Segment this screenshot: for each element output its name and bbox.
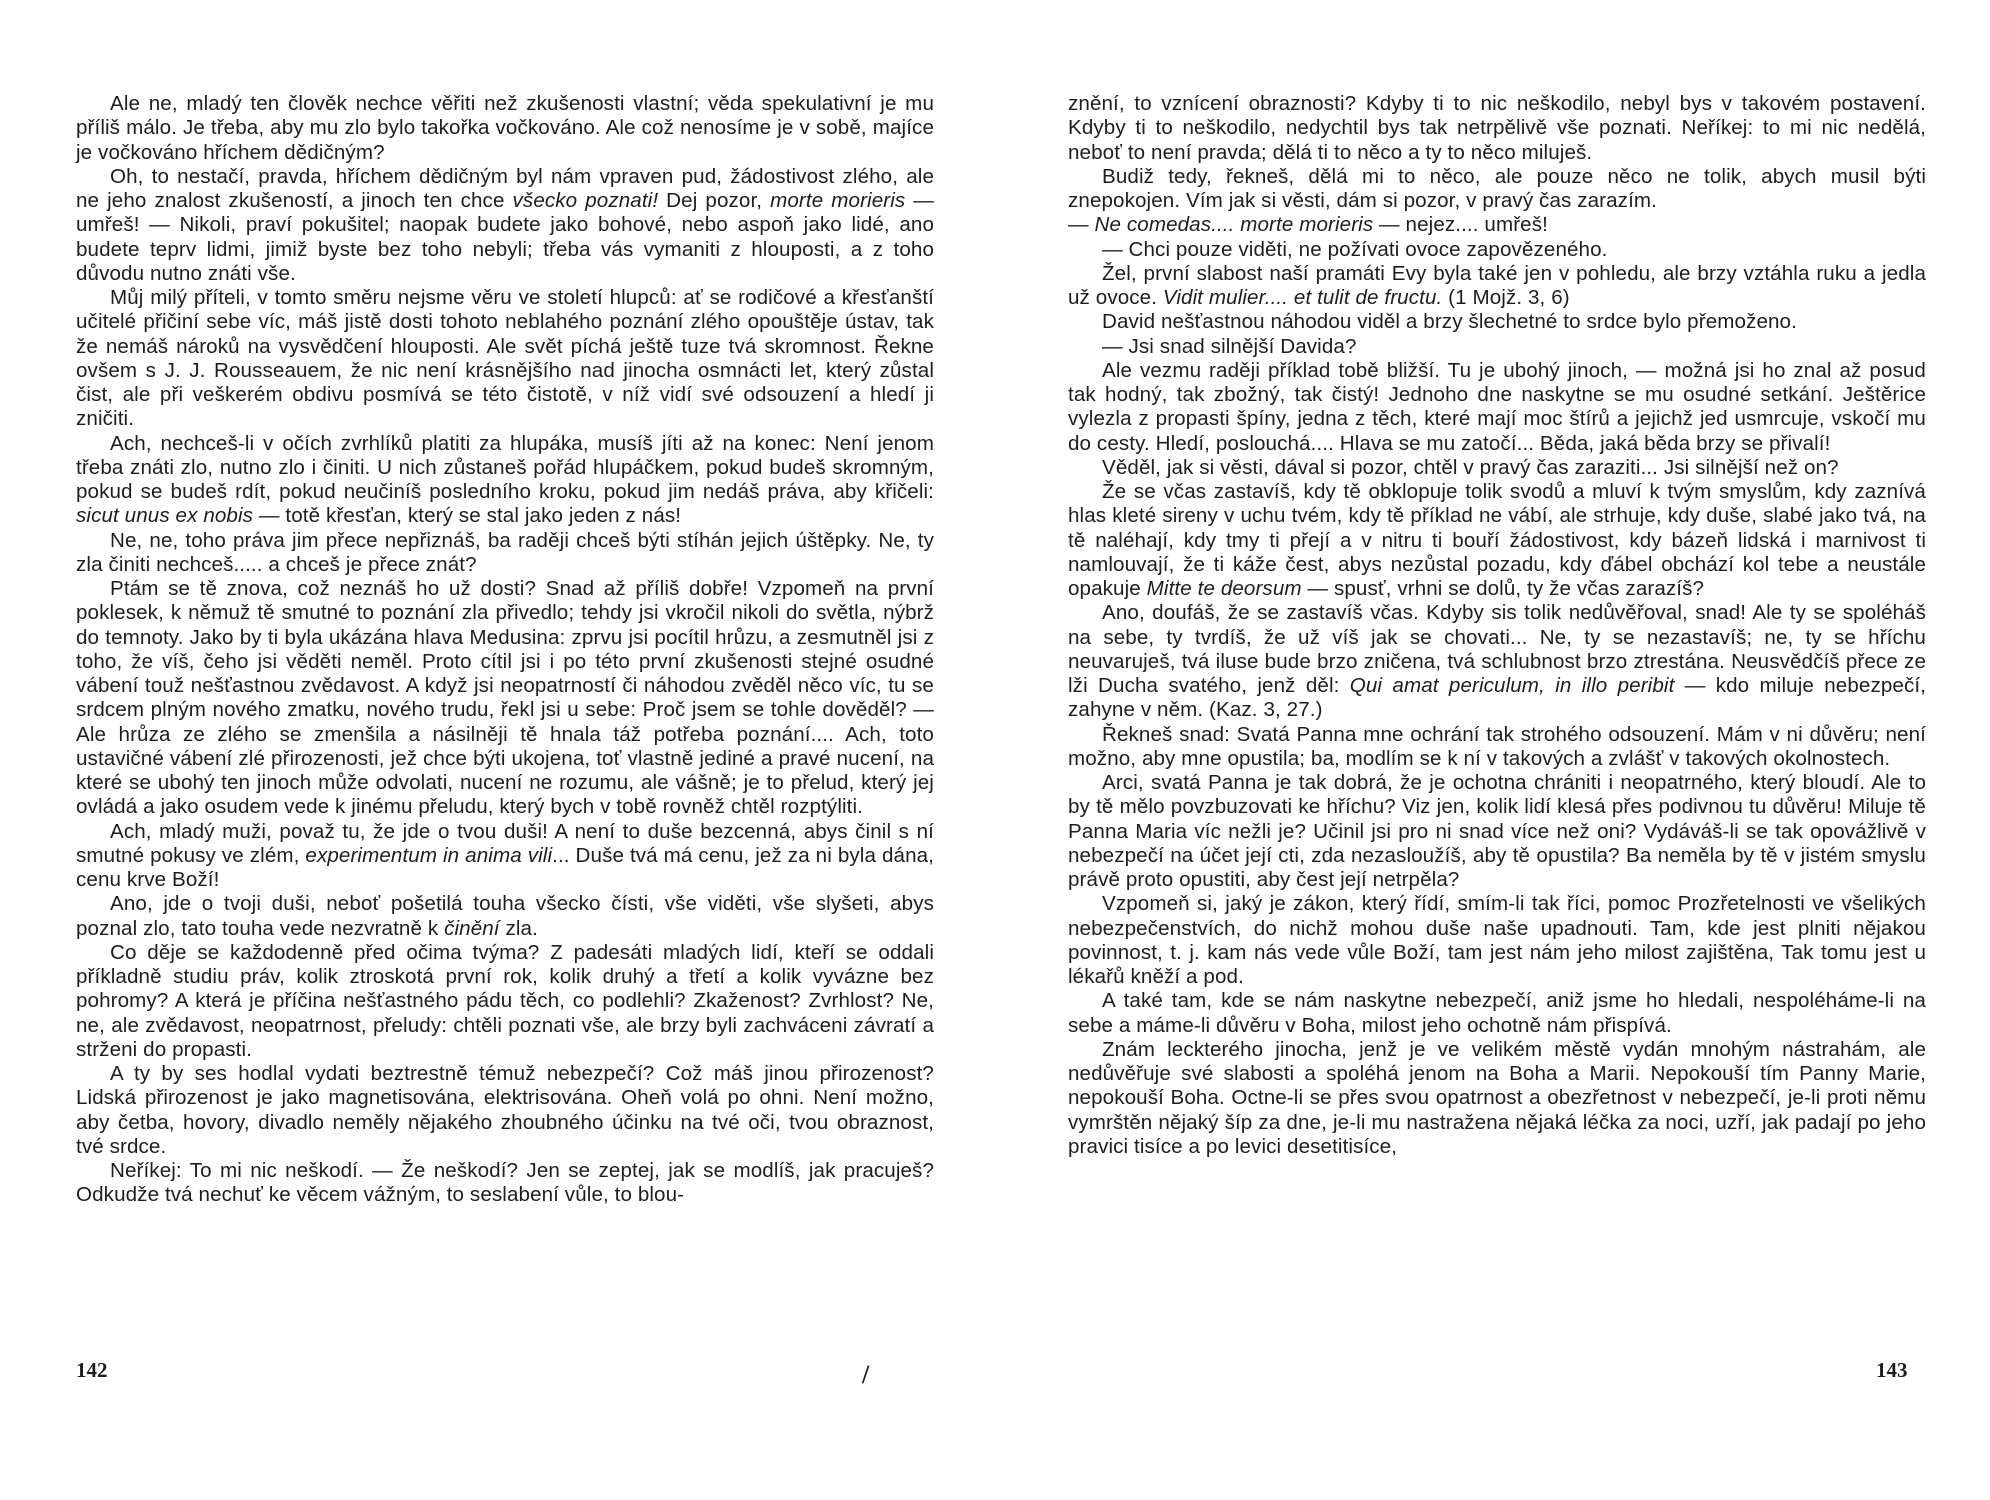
paragraph [1068, 310, 1926, 334]
text-run: Ano, doufáš, že se zastavíš včas. Kdyby sis tolik nedůvěřoval, snad! Ale ty se spoléháš na sebe, ty tvrdíš, že už víš jak se chovati... Ne, ty se nezastavíš; ne, ty se hříchu neuvaruješ, tvá iluse bude brzo zničena, tvá schlubnost brzo ztrestána. Neusvědčíš přece ze lži Ducha svatého, jenž děl: [1068, 601, 1926, 697]
paragraph [76, 165, 934, 286]
text-run: Žel, první slabost naší pramáti Evy byla také jen v pohledu, ale brzy vztáhla ruku a jedla už ovoce. [1068, 261, 1926, 309]
text-run: David nešťastnou náhodou viděl a brzy šlechetné to srdce bylo přemoženo. [1102, 310, 1797, 334]
italic-run: Vidit mulier.... et tulit de fructu. [1162, 286, 1443, 309]
left-page [76, 92, 934, 1208]
text-run: Ach, nechceš-li v očích zvrhlíků platiti za hlupáka, musíš jíti až na konec: Není jenom třeba znáti zlo, nutno zlo i činiti. U nich zůstaneš pořád hlupáčkem, pokud budeš skromným, pokud se budeš rdít, pokud neučiníš posledního kroku, pokud jim nedáš práva, aby křičeli: [76, 431, 934, 503]
paragraph [76, 820, 934, 893]
paragraph [76, 92, 934, 165]
text-run: zla. [499, 916, 538, 940]
paragraph [76, 529, 934, 578]
paragraph [1068, 165, 1926, 214]
text-run: — spusť, vrhni se dolů, ty že včas zarazíš? [1301, 577, 1705, 600]
text-run: A také tam, kde se nám naskytne nebezpečí, aniž jsme ho hledali, nespoléháme-li na sebe a máme-li důvěru v Boha, milost jeho ochotně nám přispívá. [1068, 989, 1926, 1037]
paragraph [1068, 892, 1926, 989]
italic-run: Mitte te deorsum [1146, 577, 1302, 600]
text-run: Neříkej: To mi nic neškodí. — Že neškodí? Jen se zeptej, jak se modlíš, jak pracuješ? Odkudže tvá nechuť ke věcem vážným, to seslabení vůle, to blou- [76, 1159, 934, 1207]
gutter-mark: / [862, 1360, 870, 1389]
italic-run: sicut unus ex nobis [76, 504, 254, 528]
italic-run: morte morieris [770, 189, 906, 212]
italic-run: experimentum in anima vili [305, 843, 553, 867]
text-run: — Jsi snad silnější Davida? [1102, 334, 1357, 358]
paragraph [1068, 359, 1926, 456]
text-run: — totě křesťan, který se stal jako jeden z nás! [253, 504, 682, 528]
paragraph [1068, 771, 1926, 892]
paragraph [1068, 92, 1926, 165]
text-run: Můj milý příteli, v tomto směru nejsme věru ve století hlupců: ať se rodičové a křesťanští učitelé přičiní sebe víc, máš jistě dosti tohoto neblahého poznání zlého opouštěje ústav, tak že nemáš nároků na vysvědčení hlouposti. Ale svět píchá ještě tuze tvá skromnost. Řekne ovšem s J. J. Rousseauem, že nic není krásnějšího nad jinocha osmnácti let, který zůstal čist, ale při veškerém obdivu posmívá se této čistotě, v níž vidí své odsouzení a hledí ji zničiti. [76, 286, 934, 431]
paragraph [1068, 723, 1926, 772]
text-run: ... Duše tvá má cenu, jež za ni byla dána, cenu krve Boží! [76, 843, 935, 891]
paragraph [1068, 601, 1926, 722]
paragraph [76, 432, 934, 529]
paragraph [1068, 989, 1926, 1038]
text-run: Věděl, jak si věsti, dával si pozor, chtěl v pravý čas zaraziti... Jsi silnější než on? [1102, 455, 1839, 479]
text-run: — kdo miluje nebezpečí, zahyne v něm. (Kaz. 3, 27.) [1068, 674, 1926, 722]
text-run: — [1068, 213, 1095, 237]
text-run: Arci, svatá Panna je tak dobrá, že je ochotna chrániti i neopatrného, který bloudí. Ale to by tě mělo povzbuzovati ke hříchu? Viz jen, kolik lidí klesá přes podivnou tu důvěru! Miluje tě Panna Maria víc nežli je? Učinil jsi pro ni snad více než oni? Vydáváš-li se tak opovážlivě v nebezpečí na účet její cti, zda nezasloužíš, aby tě opustila? Ba neměla by tě v jistém smyslu právě proto opustiti, aby čest její netrpěla? [1068, 771, 1926, 891]
italic-run: všecko poznati! [512, 189, 659, 212]
text-run: znění, to vznícení obraznosti? Kdyby ti to nic neškodilo, nebyl bys v takovém postavení. Kdyby ti to neškodilo, nedychtil bys tak netrpělivě vše poznati. Neříkej: to mi nic nedělá, neboť to není pravda; dělá ti to něco a ty to něco miluješ. [1068, 92, 1926, 164]
paragraph [1068, 238, 1926, 262]
paragraph [1068, 262, 1926, 311]
italic-run: Ne comedas.... morte morieris [1094, 213, 1374, 237]
right-page [1068, 92, 1926, 1159]
text-run: Budiž tedy, řekneš, dělá mi to něco, ale pouze něco ne tolik, abych musil býti znepokojen. Vím jak si věsti, dám si pozor, v pravý čas zarazím. [1068, 164, 1926, 212]
text-run: (1 Mojž. 3, 6) [1442, 286, 1570, 309]
italic-run: Qui amat periculum, in illo peribit [1349, 674, 1675, 697]
paragraph [1068, 335, 1926, 359]
paragraph [1068, 480, 1926, 601]
text-run: Oh, to nestačí, pravda, hříchem dědičným byl nám vpraven pud, žádostivost zlého, ale ne jeho znalost zkušeností, a jinoch ten chce [76, 164, 934, 212]
paragraph [76, 1159, 934, 1208]
text-run: Ale ne, mladý ten člověk nechce věřiti než zkušenosti vlastní; věda spekulativní je mu příliš málo. Je třeba, aby mu zlo bylo takořka vočkováno. Ale což nenosíme je v sobě, majíce je vočkováno hříchem dědičným? [76, 92, 934, 164]
text-run: Ptám se tě znova, což neznáš ho už dosti? Snad až příliš dobře! Vzpomeň na první poklesek, k němuž tě smutné to poznání zla přivedlo; tehdy jsi vkročil nikoli do světla, nýbrž do temnoty. Jako by ti byla ukázána hlava Medusina: zprvu jsi pocítil hrůzu, a zesmutněl jsi z toho, že víš, čeho jsi věděti neměl. Proto cítil jsi i po této první zkušenosti stejné osudné vábení touž nešťastnou zvědavost. A když jsi neopatrností či náhodou zvěděl něco víc, tu se srdcem plným nového zmatku, nového trudu, řekl jsi u sebe: Proč jsem se tohle dověděl? — Ale hrůza ze zlého se zmenšila a násilněji tě hnala táž potřeba poznání.... Ach, toto ustavičné vábení zlé přirozenosti, jež chce býti ukojena, toť vlastně jediné a pravé nucení, na které se ubohý ten jinoch může odvolati, nucení ne rozumu, ale vášně; je to přelud, který jej ovládá a jako osudem vede k jinému přeludu, který bych v tobě rovněž chtěl rozptýliti. [76, 577, 934, 819]
text-run: — umřeš! — Nikoli, praví pokušitel; naopak budete jako bohové, nebo aspoň jako lidé, ano budete teprv lidmi, jimiž byste bez toho nebyli; třeba vás vymaniti z hlouposti, a z toho důvodu nutno znáti vše. [76, 189, 934, 285]
paragraph [1068, 213, 1926, 237]
text-run: Co děje se každodenně před očima tvýma? Z padesáti mladých lidí, kteří se oddali příkladně studiu práv, kolik ztroskotá první rok, kolik druhý a třetí a kolik vyvázne bez pohromy? A která je příčina nešťastného pádu těch, co podlehli? Zkaženost? Zvrhlost? Ne, ne, ale zvědavost, neopatrnost, přeludy: chtěli poznati vše, ale brzy byli zachváceni závratí a strženi do propasti. [76, 940, 934, 1061]
paragraph [1068, 456, 1926, 480]
paragraph [76, 577, 934, 820]
paragraph [76, 892, 934, 941]
text-run: Dej pozor, [658, 189, 771, 212]
italic-run: činění [444, 916, 500, 940]
text-run: — nejez.... umřeš! [1373, 213, 1548, 237]
text-run: Řekneš snad: Svatá Panna mne ochrání tak strohého odsouzení. Mám v ni důvěru; není možno, aby mne opustila; ba, modlím se k ní v takových a zvlášť v takových okolnostech. [1068, 722, 1926, 770]
text-run: A ty by ses hodlal vydati beztrestně témuž nebezpečí? Což máš jinou přirozenost? Lidská přirozenost je jako magnetisována, elektrisována. Oheň volá po ohni. Není možno, aby četba, hovory, divadlo neměly nějakého zhoubného účinku na tvé oči, tvou obraznost, tvé srdce. [76, 1062, 934, 1158]
paragraph [76, 1062, 934, 1159]
page-number-left: 142 [76, 1358, 108, 1382]
text-run: — Chci pouze viděti, ne požívati ovoce zapovězeného. [1102, 237, 1608, 261]
text-run: Znám leckterého jinocha, jenž je ve velikém městě vydán mnohým nástrahám, ale nedůvěřuje své slabosti a spoléhá jenom na Boha a Marii. Nepokouší tím Panny Marie, nepokouší Boha. Octne-li se přes svou opatrnost a obezřetnost v nebezpečí, je-li proti němu vymrštěn nějaký šíp za dne, je-li mu nastražena nějaká léčka za noci, uzří, jak padají po jeho pravici tisíce a po levici desetitisíce, [1068, 1037, 1926, 1158]
paragraph [1068, 1038, 1926, 1159]
text-run: Ano, jde o tvoji duši, neboť pošetilá touha všecko čísti, vše viděti, vše slyšeti, abys poznal zlo, tato touha vede nezvratně k [76, 892, 934, 940]
text-run: Ale vezmu raději příklad tobě bližší. Tu je ubohý jinoch, — možná jsi ho znal až posud tak hodný, tak zbožný, tak čistý! Jednoho dne naskytne se mu osudné setkání. Ještěrice vylezla z propasti špíny, jedna z těch, které mají moc štírů a jejichž jed usmrcuje, vskočí mu do cesty. Hledí, poslouchá.... Hlava se mu zatočí... Běda, jaká běda brzy se přivalí! [1068, 358, 1926, 455]
text-run: Že se včas zastavíš, kdy tě obklopuje tolik svodů a mluví k tvým smyslům, kdy zaznívá hlas kleté sireny v uchu tvém, kdy tě příklad ne vábí, ale strhuje, kdy duše, slabé jako tvá, na tě naléhají, kdy tmy ti přejí a v nitru ti bouří žádostivost, kdy bázeň lidská i marnivost ti namlouvají, že ti káže čest, abys nezůstal pozadu, kdy ďábel obchází kol tebe a neustále opakuje [1068, 480, 1926, 600]
text-run: Ne, ne, toho práva jim přece nepřiznáš, ba raději chceš býti stíhán jejich úštěpky. Ne, ty zla činiti nechceš..... a chceš je přece znát? [76, 528, 934, 576]
text-run: Ach, mladý muži, považ tu, že jde o tvou duši! A není to duše bezcenná, abys činil s ní smutné pokusy ve zlém, [76, 819, 934, 867]
paragraph [76, 286, 934, 432]
paragraph [76, 941, 934, 1062]
text-run: Vzpomeň si, jaký je zákon, který řídí, smím-li tak říci, pomoc Prozřetelnosti ve všelikých nebezpečenstvích, do nichž mohou duše naše upadnouti. Tam, kde jest plniti nějakou povinnost, t. j. kam nás vede vůle Boží, tam jest nám jeho milost zajištěna, Tak tomu jest u lékařů kněží a pod. [1068, 892, 1926, 988]
page-number-right: 143 [1876, 1358, 1908, 1382]
